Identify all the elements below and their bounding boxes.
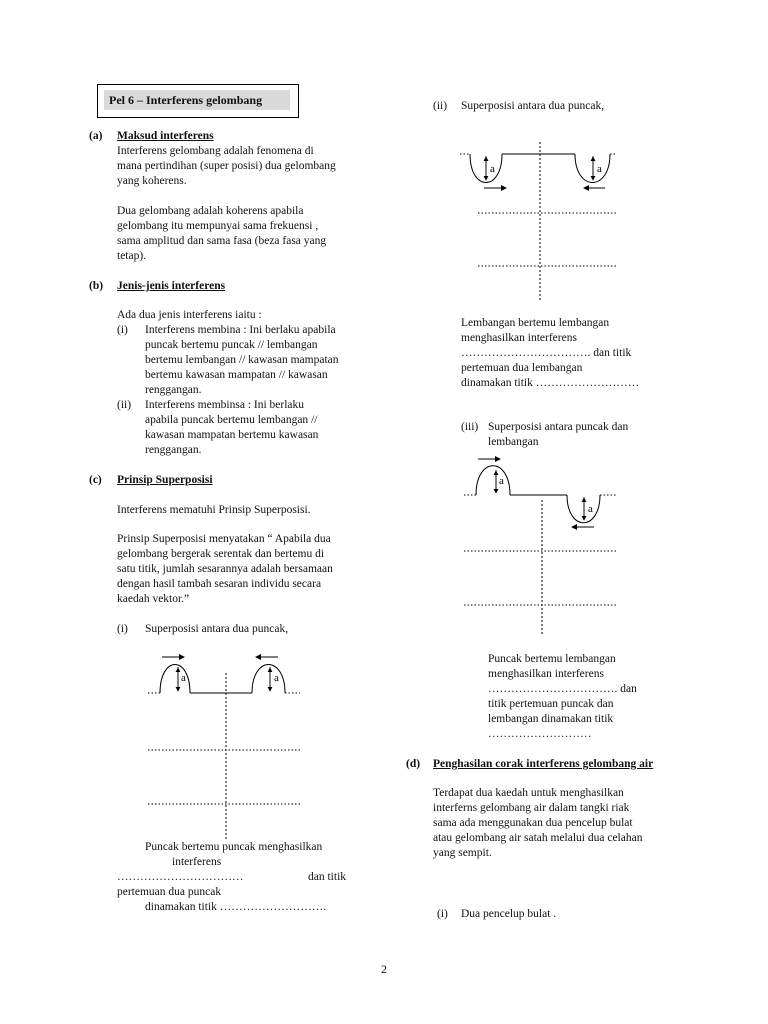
section-b-i-line: bertemu lembangan // kawasan mampatan	[145, 354, 339, 366]
section-b-heading: Jenis-jenis interferens	[117, 280, 226, 292]
section-c-p2-line: Prinsip Superposisi menyatakan “ Apabila dua	[117, 533, 331, 545]
section-c-p2-line: satu titik, jumlah sesarannya adalah bersamaan	[117, 563, 333, 575]
caption-line: dinamakan titik ……………………….	[145, 901, 327, 913]
section-b-ii-label: (ii)	[117, 399, 132, 411]
right-iii-text-line: lembangan	[488, 436, 539, 448]
crest-right	[252, 665, 285, 694]
section-d-sub-i-label: (i)	[437, 908, 448, 920]
section-c-heading: Prinsip Superposisi	[117, 474, 213, 486]
caption-line: pertemuan dua puncak	[117, 886, 222, 898]
amplitude-label: a	[181, 672, 186, 684]
section-a-p2-line: Dua gelombang adalah koherens apabila	[117, 205, 304, 217]
amplitude-label: a	[490, 163, 495, 175]
right-iii-caption-line: ………………………	[488, 728, 592, 740]
trough-right	[575, 154, 610, 183]
section-b-i-label: (i)	[117, 324, 128, 336]
caption-line: interferens	[172, 856, 222, 868]
section-c-p2-line: gelombang bergerak serentak dan bertemu di	[117, 548, 325, 560]
section-b-label: (b)	[89, 280, 104, 292]
right-iii-text-line: Superposisi antara puncak dan	[488, 421, 629, 433]
diagram-crest-trough	[462, 450, 622, 640]
amplitude-label: a	[274, 672, 279, 684]
section-c-sub-i-label: (i)	[117, 623, 128, 635]
section-d-p1-line: Terdapat dua kaedah untuk menghasilkan	[433, 787, 624, 799]
diagram-two-troughs	[460, 140, 620, 305]
section-d-p1-line: yang sempit.	[433, 847, 492, 859]
section-b-i-line: Interferens membina : Ini berlaku apabila	[145, 324, 336, 336]
page-number: 2	[381, 962, 387, 976]
section-b-ii-line: kawasan mampatan bertemu kawasan	[145, 429, 319, 441]
section-a-p1-line: mana pertindihan (super posisi) dua gelombang	[117, 160, 336, 172]
section-d-p1-line: atau gelombang air satah melalui dua celahan	[433, 832, 643, 844]
section-d-p1-line: interferns gelombang air dalam tangki riak	[433, 802, 630, 814]
section-d-heading: Penghasilan corak interferens gelombang air	[433, 758, 654, 770]
section-b-i-line: renggangan.	[145, 384, 202, 396]
section-c-label: (c)	[89, 474, 102, 486]
section-b-i-line: puncak bertemu puncak // lembangan	[145, 339, 318, 351]
section-b-ii-line: Interferens membinsa : Ini berlaku	[145, 399, 305, 411]
title-box	[97, 84, 299, 118]
right-ii-text: Superposisi antara dua puncak,	[461, 100, 605, 112]
section-a-p2-line: tetap).	[117, 250, 147, 262]
section-b-i-line: bertemu kawasan mampatan // kawasan	[145, 369, 328, 381]
right-ii-caption-line: dinamakan titik ………………………	[461, 377, 640, 389]
amplitude-label: a	[597, 163, 602, 175]
section-c-p1: Interferens mematuhi Prinsip Superposisi.	[117, 504, 311, 516]
section-c-p2-line: kaedah vektor.”	[117, 593, 190, 605]
section-a-heading: Maksud interferens	[117, 130, 214, 142]
right-iii-caption-line: titik pertemuan puncak dan	[488, 698, 614, 710]
section-d-p1-line: sama ada menggunakan dua pencelup bulat	[433, 817, 633, 829]
right-ii-caption-line: pertemuan dua lembangan	[461, 362, 583, 374]
section-d-sub-i-text: Dua pencelup bulat .	[461, 908, 557, 920]
section-b-ii-line: apabila puncak bertemu lembangan //	[145, 414, 318, 426]
section-d-label: (d)	[406, 758, 421, 770]
section-a-p1-line: Interferens gelombang adalah fenomena di	[117, 145, 314, 157]
section-a-p2-line: sama amplitud dan sama fasa (beza fasa yang	[117, 235, 327, 247]
section-c-sub-i-text: Superposisi antara dua puncak,	[145, 623, 289, 635]
right-iii-caption-line: menghasilkan interferens	[488, 668, 604, 680]
amplitude-label: a	[499, 475, 504, 487]
crest	[476, 466, 510, 495]
caption-line: Puncak bertemu puncak menghasilkan	[145, 841, 323, 853]
section-c-p2-line: dengan hasil tambah sesaran individu secara	[117, 578, 322, 590]
caption-line: ……………………………	[117, 871, 244, 883]
section-a-p1-line: yang koherens.	[117, 175, 187, 187]
right-iii-caption-line: ……………………………. dan	[488, 683, 637, 695]
caption-line: dan titik	[308, 871, 347, 883]
trough	[567, 495, 600, 523]
right-ii-caption-line: ……………………………. dan titik	[461, 347, 632, 359]
amplitude-label: a	[588, 503, 593, 515]
section-a-label: (a)	[89, 130, 103, 142]
section-b-intro: Ada dua jenis interferens iaitu :	[117, 309, 262, 321]
right-iii-caption-line: Puncak bertemu lembangan	[488, 653, 616, 665]
right-ii-label: (ii)	[433, 100, 448, 112]
right-ii-caption-line: menghasilkan interferens	[461, 332, 577, 344]
section-a-p2-line: gelombang itu mempunyai sama frekuensi ,	[117, 220, 319, 232]
right-iii-caption-line: lembangan dinamakan titik	[488, 713, 614, 725]
section-b-ii-line: renggangan.	[145, 444, 202, 456]
right-ii-caption-line: Lembangan bertemu lembangan	[461, 317, 610, 329]
page-title: Pel 6 – Interferens gelombang	[104, 90, 290, 110]
diagram-two-crests	[140, 645, 310, 845]
right-iii-label: (iii)	[461, 421, 479, 433]
